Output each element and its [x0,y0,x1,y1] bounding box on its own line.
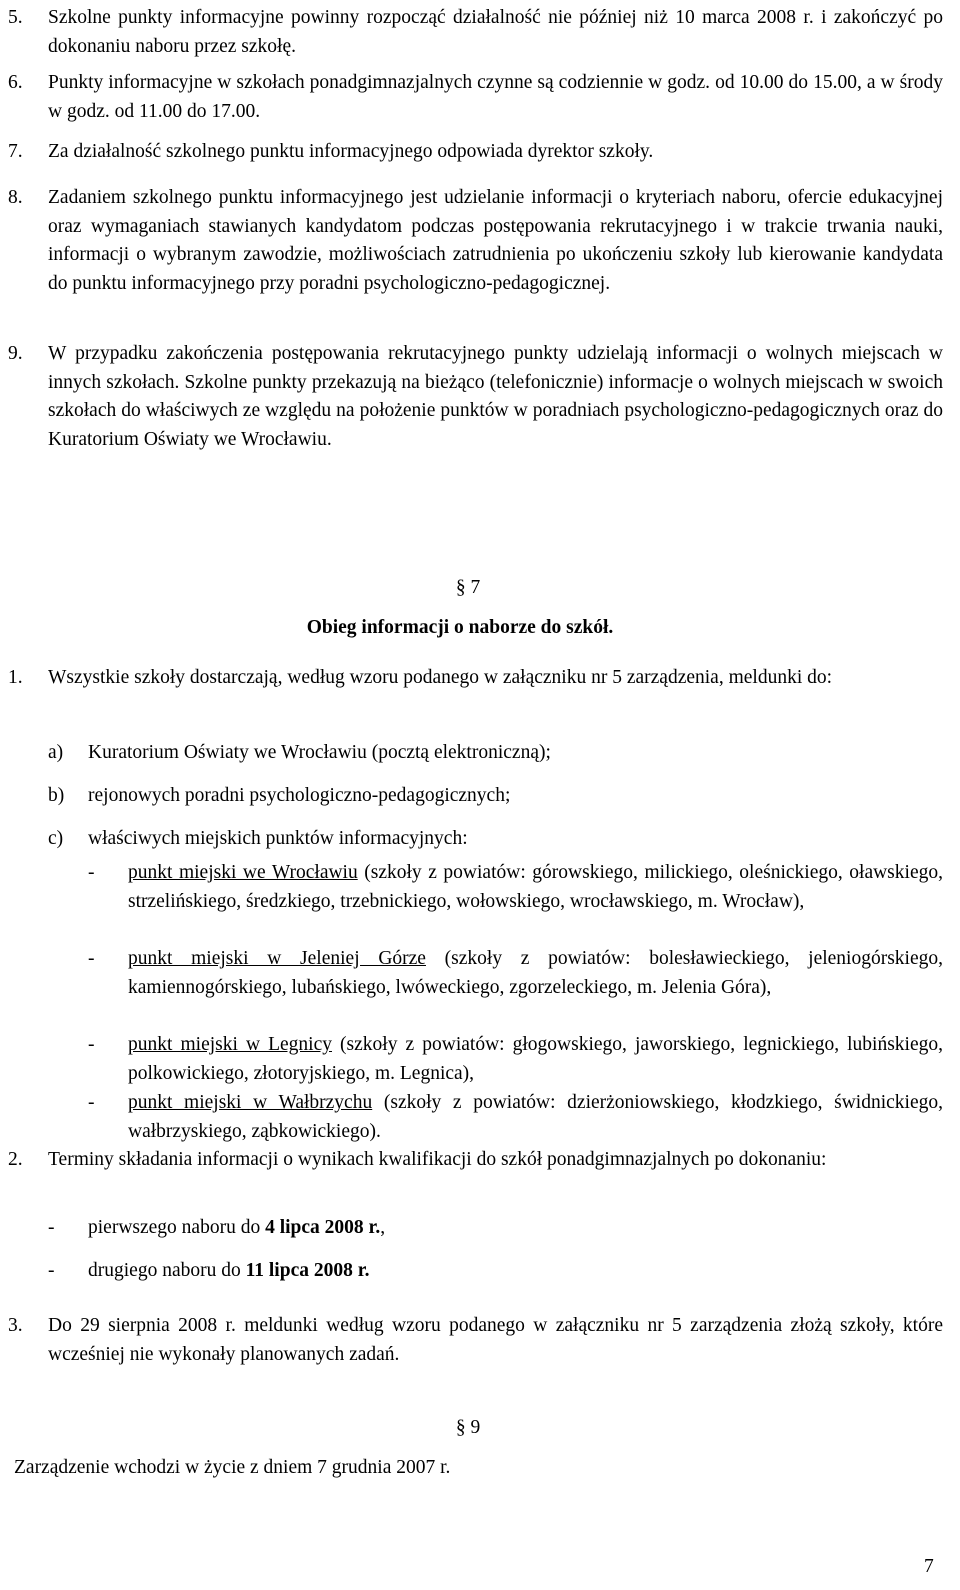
section-symbol: § 7 [455,577,481,598]
closing-statement: Zarządzenie wchodzi w życie z dniem 7 grudnia 2007 r. [14,1457,451,1478]
dash-marker: - [88,1034,95,1055]
dash-marker: - [88,1092,95,1113]
city-point-name: punkt miejski we Wrocławiu [128,862,358,883]
list-item [8,340,943,454]
item-number: 1. [8,667,23,688]
dash-item [8,1031,943,1088]
dash-marker: - [88,948,95,969]
city-point-name: punkt miejski w Jeleniej Górze [128,948,426,969]
item-number: 3. [8,1315,23,1336]
item-number: 2. [8,1149,23,1170]
deadline-text: pierwszego naboru do 4 lipca 2008 r., [88,1217,386,1238]
page-number: 7 [924,1556,934,1577]
item-number: 7. [8,141,23,162]
deadline-date: 11 lipca 2008 r. [245,1260,370,1281]
city-point-details: (szkoły z powiatów: bolesławieckiego, jeleniogórskiego, kamiennogórskiego, lubańskiego, lwóweckiego, zgorzeleckiego, m. Jelenia Góra), [128,948,944,998]
deadline-item [8,1214,943,1243]
city-point-name: punkt miejski w Legnicy [128,1034,332,1055]
deadline-item [8,1257,943,1286]
list-item [8,69,943,126]
list-item [8,4,943,61]
item-number: 8. [8,187,23,208]
city-point-details: (szkoły z powiatów: górowskiego, milickiego, oleśnickiego, oławskiego, strzelińskiego, średzkiego, trzebnickiego, wołowskiego, wrocławskiego, m. Wrocław), [128,862,943,912]
sub-item-text: właściwych miejskich punktów informacyjnych: [88,828,468,849]
item-text: Za działalność szkolnego punktu informacyjnego odpowiada dyrektor szkoły. [48,141,654,162]
section-symbol: § 9 [455,1417,481,1438]
deadline-date: 4 lipca 2008 r. [265,1217,381,1238]
dash-item [8,945,943,1002]
dash-text [128,859,943,916]
city-point-name: punkt miejski w Wałbrzychu [128,1092,373,1113]
item-text: Do 29 sierpnia 2008 r. meldunki według wzoru podanego w załączniku nr 5 zarządzenia złożą szkoły, które wcześniej nie wykonały planowanych zadań. [48,1315,943,1365]
dash-marker: - [48,1217,55,1238]
dash-text [128,945,943,1002]
list-item [8,138,943,167]
item-text: W przypadku zakończenia postępowania rekrutacyjnego punkty udzielają informacji o wolnych miejscach w innych szkołach. Szkolne punkty przekazują na bieżąco (telefonicznie) informacje o wolnych miejscach w swoich szkołach do właściwych ze względu na położenie punktów w poradniach psychologiczno-pedagogicznych oraz do Kuratorium Oświaty we Wrocławiu. [48,343,943,450]
dash-text [128,1089,943,1146]
deadline-text: drugiego naboru do 11 lipca 2008 r. [88,1260,370,1281]
sub-item-text: rejonowych poradni psychologiczno-pedagogicznych; [88,785,511,806]
item-number: 6. [8,72,23,93]
sub-item-label: c) [48,828,64,849]
sub-item-label: a) [48,742,64,763]
dash-marker: - [48,1260,55,1281]
item-text: Wszystkie szkoły dostarczają, według wzoru podanego w załączniku nr 5 zarządzenia, meldunki do: [48,667,833,688]
city-point-details: (szkoły z powiatów: głogowskiego, jaworskiego, legnickiego, lubińskiego, polkowickiego, złotoryjskiego, m. Legnica), [128,1034,943,1084]
dash-item [8,859,943,916]
city-point-details: (szkoły z powiatów: dzierżoniowskiego, kłodzkiego, świdnickiego, wałbrzyskiego, ząbkowickiego). [128,1092,943,1142]
sub-item [8,825,943,854]
item-number: 9. [8,343,23,364]
sub-item [8,739,943,768]
sub-item [8,782,943,811]
list-item [8,1312,943,1369]
item-text: Szkolne punkty informacyjne powinny rozpocząć działalność nie później niż 10 marca 2008 r. i zakończyć po dokonaniu naboru przez szkołę. [48,7,943,57]
sub-item-label: b) [48,785,65,806]
item-text: Zadaniem szkolnego punktu informacyjnego jest udzielanie informacji o kryteriach naboru, ofercie edukacyjnej oraz wymaganiach stawianych kandydatom podczas postępowania rekrutacyjnego i w trakcie trwania nauki, informacji o wybranym zawodzie, możliwościach zatrudnienia po ukończeniu szkoły lub kierowanie kandydata do punktu informacyjnego przy poradni psychologiczno-pedagogicznej. [48,187,943,294]
list-item [8,1146,943,1175]
dash-marker: - [88,862,95,883]
list-item [8,184,943,298]
list-item [8,664,943,693]
item-text: Terminy składania informacji o wynikach kwalifikacji do szkół ponadgimnazjalnych po dokonaniu: [48,1149,827,1170]
item-number: 5. [8,7,23,28]
dash-text [128,1031,943,1088]
dash-item [8,1089,943,1146]
item-text: Punkty informacyjne w szkołach ponadgimnazjalnych czynne są codziennie w godz. od 10.00 do 15.00, a w środy w godz. od 11.00 do 17.00. [48,72,943,122]
section-title: Obieg informacji o naborze do szkół. [306,617,614,638]
sub-item-text: Kuratorium Oświaty we Wrocławiu (pocztą elektroniczną); [88,742,551,763]
